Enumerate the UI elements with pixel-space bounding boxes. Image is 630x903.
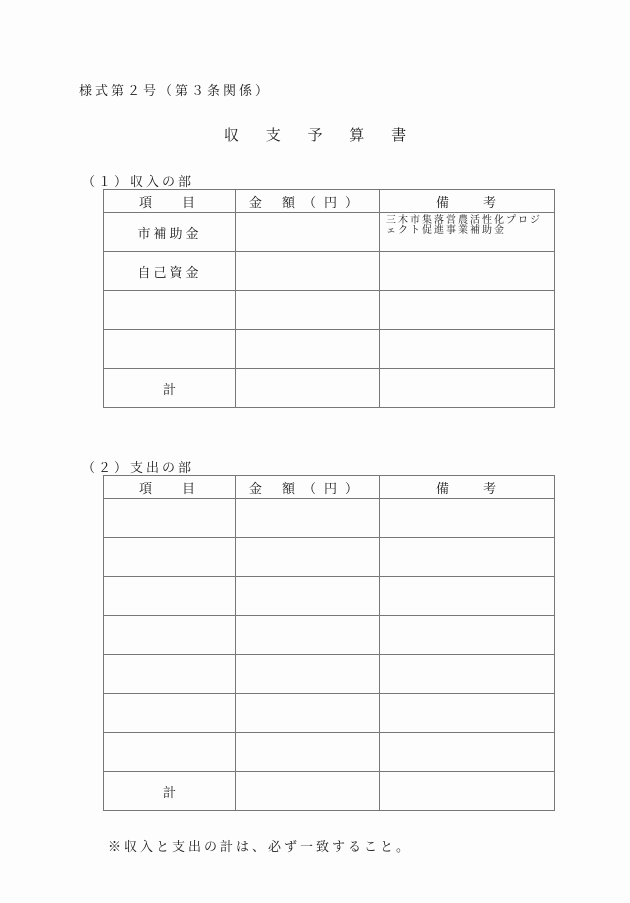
table-row	[104, 538, 555, 577]
table-row	[104, 291, 555, 330]
title-char: 支	[265, 126, 281, 144]
expense-table	[103, 475, 555, 811]
amount-cell[interactable]	[236, 291, 380, 330]
title-char: 予	[307, 126, 323, 144]
amount-cell[interactable]	[236, 330, 380, 369]
amount-cell[interactable]	[236, 538, 380, 577]
total-row	[104, 369, 555, 408]
item-cell[interactable]	[104, 577, 236, 616]
item-cell[interactable]	[104, 694, 236, 733]
income-section-heading: （１）収入の部	[82, 175, 195, 190]
column-header-remarks	[380, 476, 555, 499]
table-row	[104, 694, 555, 733]
document-title	[0, 124, 630, 145]
total-label-cell: 計	[104, 369, 236, 408]
item-cell[interactable]	[104, 733, 236, 772]
table-row	[104, 577, 555, 616]
total-remarks-cell[interactable]	[380, 369, 555, 408]
remarks-cell[interactable]	[380, 655, 555, 694]
item-cell[interactable]	[104, 655, 236, 694]
header-char: 備	[436, 195, 450, 211]
remarks-cell[interactable]: 三木市集落営農活性化プロジェクト促進事業補助金	[380, 213, 555, 252]
table-row	[104, 733, 555, 772]
item-cell[interactable]	[104, 538, 236, 577]
remarks-cell[interactable]	[380, 616, 555, 655]
title-char: 書	[391, 126, 407, 144]
column-header-item	[104, 190, 236, 213]
amount-cell[interactable]	[236, 655, 380, 694]
form-number: 様式第２号（第３条関係）	[79, 84, 272, 99]
item-cell[interactable]	[104, 499, 236, 538]
table-row	[104, 213, 555, 252]
amount-cell[interactable]	[236, 733, 380, 772]
total-amount-cell[interactable]	[236, 369, 380, 408]
amount-cell[interactable]	[236, 694, 380, 733]
header-char: 目	[181, 481, 195, 497]
item-cell[interactable]	[104, 330, 236, 369]
remarks-cell[interactable]	[380, 733, 555, 772]
title-char: 収	[223, 126, 239, 144]
remarks-cell[interactable]	[380, 538, 555, 577]
column-header-amount	[236, 190, 380, 213]
total-amount-cell[interactable]	[236, 772, 380, 811]
total-label-cell: 計	[104, 772, 236, 811]
column-header-remarks	[380, 190, 555, 213]
title-char: 算	[349, 126, 365, 144]
item-cell[interactable]	[104, 616, 236, 655]
remarks-cell[interactable]	[380, 499, 555, 538]
header-char: 項	[139, 481, 153, 497]
total-remarks-cell[interactable]	[380, 772, 555, 811]
header-char: 考	[482, 195, 496, 211]
column-header-item	[104, 476, 236, 499]
expense-header-row	[104, 476, 555, 499]
header-text: 金 額（円）	[248, 195, 367, 211]
amount-cell[interactable]	[236, 213, 380, 252]
table-row	[104, 616, 555, 655]
table-row	[104, 252, 555, 291]
header-char: 目	[181, 195, 195, 211]
amount-cell[interactable]	[236, 499, 380, 538]
item-cell[interactable]	[104, 291, 236, 330]
income-header-row	[104, 190, 555, 213]
table-row	[104, 330, 555, 369]
total-row	[104, 772, 555, 811]
income-table	[103, 189, 555, 408]
amount-cell[interactable]	[236, 616, 380, 655]
table-row	[104, 499, 555, 538]
remarks-cell[interactable]	[380, 577, 555, 616]
header-text: 金 額（円）	[248, 481, 367, 497]
header-char: 考	[482, 481, 496, 497]
header-char: 備	[436, 481, 450, 497]
table-row	[104, 655, 555, 694]
amount-cell[interactable]	[236, 252, 380, 291]
remarks-cell[interactable]	[380, 694, 555, 733]
item-cell[interactable]: 市補助金	[104, 213, 236, 252]
expense-section-heading: （２）支出の部	[82, 461, 195, 476]
remarks-cell[interactable]	[380, 252, 555, 291]
remarks-cell[interactable]	[380, 330, 555, 369]
footer-note: ※収入と支出の計は、必ず一致すること。	[108, 840, 413, 855]
remarks-cell[interactable]	[380, 291, 555, 330]
header-char: 項	[139, 195, 153, 211]
amount-cell[interactable]	[236, 577, 380, 616]
column-header-amount	[236, 476, 380, 499]
item-cell[interactable]: 自己資金	[104, 252, 236, 291]
